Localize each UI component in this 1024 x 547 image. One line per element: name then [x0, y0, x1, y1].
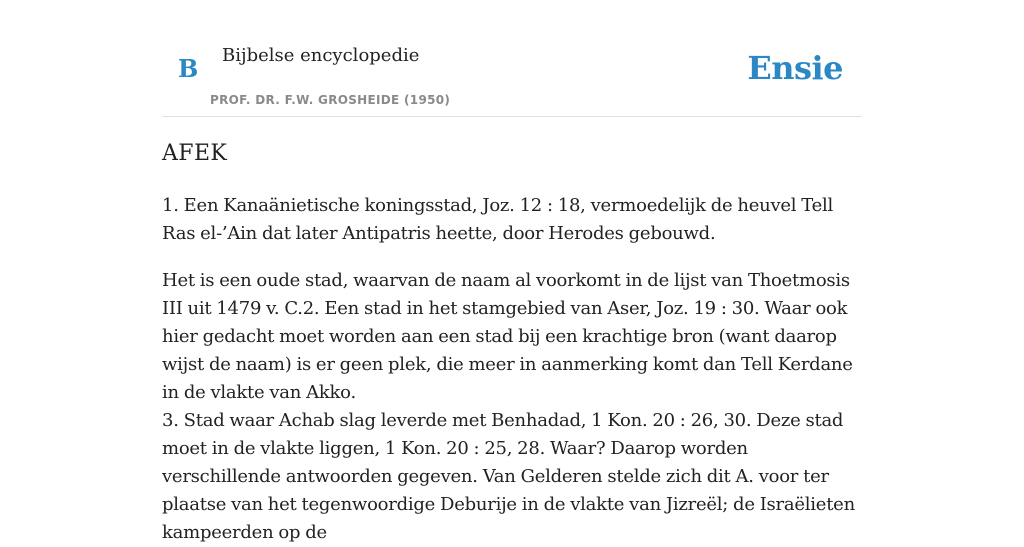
brand-logo[interactable]: Ensie	[747, 49, 843, 87]
book-title[interactable]: Bijbelse encyclopedie	[222, 45, 420, 66]
article-title: AFEK	[162, 141, 228, 166]
article-paragraph: 1. Een Kanaänietische koningsstad, Joz. 12 : 18, vermoedelijk de heuvel Tell Ras el-’Ain dat later Antipatris heette, door Herodes gebouwd.	[162, 195, 834, 244]
site-header	[162, 0, 862, 117]
book-author: PROF. DR. F.W. GROSHEIDE (1950)	[210, 93, 451, 107]
article-paragraph: Het is een oude stad, waarvan de naam al voorkomt in de lijst van Thoetmosis III uit 1479 v. C.2. Een stad in het stamgebied van Aser, Joz. 19 : 30. Waar ook hier gedacht moet worden aan een stad bij een krachtige bron (want daarop wijst de naam) is er geen plek, die meer in aanmerking komt dan Tell Kerdane in de vlakte van Akko.	[162, 270, 853, 403]
article-paragraph: 3. Stad waar Achab slag leverde met Benhadad, 1 Kon. 20 : 26, 30. Deze stad moet in de vlakte liggen, 1 Kon. 20 : 25, 28. Waar? Daarop worden verschillende antwoorden gegeven. Van Gelderen stelde zich dit A. voor ter plaatse van het tegenwoordige Deburije in de vlakte van Jizreël; de Israëlieten kampeerden op de	[162, 410, 855, 543]
book-logo[interactable]: B	[178, 54, 199, 83]
article	[162, 138, 862, 547]
